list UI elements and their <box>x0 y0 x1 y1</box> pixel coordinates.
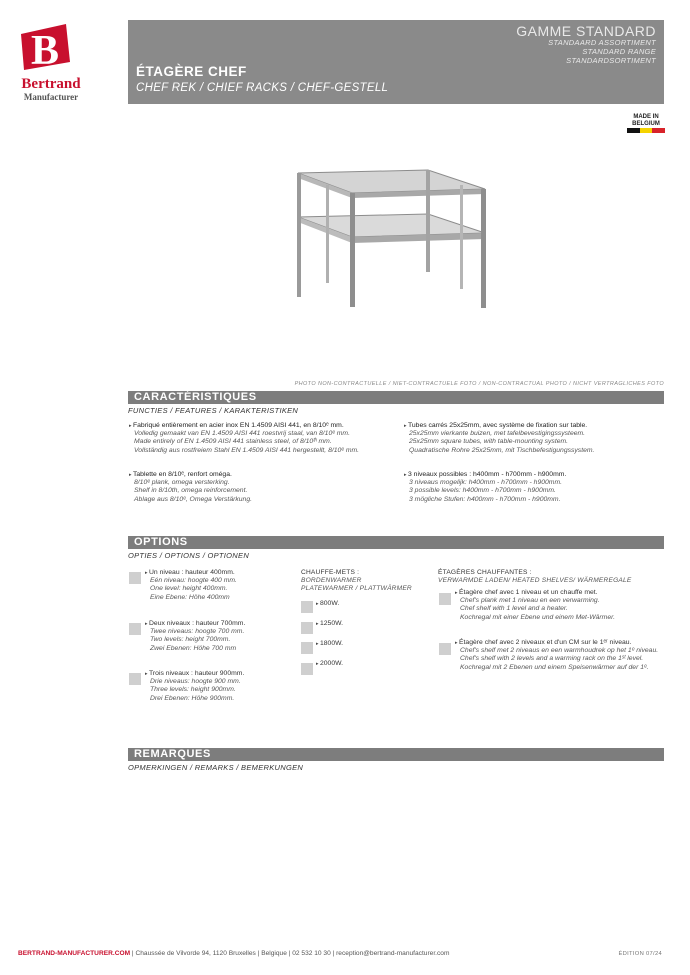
option-checkbox[interactable] <box>301 622 313 634</box>
footer-website-link[interactable]: BERTRAND-MANUFACTURER.COM <box>18 950 131 957</box>
warmer-option: ▸800W. <box>316 600 340 607</box>
warmer-option: ▸1250W. <box>316 620 344 627</box>
remarks-bar <box>128 748 664 761</box>
option-checkbox[interactable] <box>301 601 313 613</box>
option-checkbox[interactable] <box>129 673 141 685</box>
range-title: GAMME STANDARD <box>516 23 656 39</box>
edition-label: ÉDITION 07/24 <box>618 951 662 957</box>
option-level-1: ▸Un niveau : hauteur 400mm. Eén niveau: hoogte 400 mm. One level: height 400mm. Eine Ebene: Höhe 400mm <box>145 569 237 601</box>
feature-item: ▸Tubes carrés 25x25mm, avec système de fixation sur table. 25x25mm vierkante buizen, met tafelbevestigingssysteem. 25x25mm square tubes, with table-mounting system. Quadratische Rohre 25x25mm, mit Tischbefestigungssystem. <box>404 422 595 454</box>
range-block <box>516 24 656 65</box>
feature-item: ▸Fabriqué entièrement en acier inox EN 1.4509 AISI 441, en 8/10ᵉ mm. Volledig gemaakt van EN 1.4509 AISI 441 roestvrij staal, van 8/10ᵉ mm. Made entirely of EN 1.4509 AISI 441 stainless steel, of 8/10ᵗʰ mm. Vollständig aus rostfreiem Stahl EN 1.4509 AISI 441 hergestellt, 8/10ᵉ mm. <box>129 422 360 454</box>
remarks-subtitle: OPMERKINGEN / REMARKS / BEMERKUNGEN <box>128 763 304 772</box>
option-checkbox[interactable] <box>439 593 451 605</box>
characteristics-bar <box>128 391 664 404</box>
option-checkbox[interactable] <box>129 623 141 635</box>
footer-address: | Chaussée de Vilvorde 94, 1120 Bruxelles | Belgique | 02 532 10 30 | reception@bertrand-manufacturer.com <box>130 950 450 957</box>
heated-option-1: ▸Étagère chef avec 1 niveau et un chauffe met. Chef's plank met 1 niveau en een verwarming. Chef shelf with 1 level and a heater. Kochregal mit einer Ebene und einem Met-Wärmer. <box>455 589 616 621</box>
option-checkbox[interactable] <box>301 642 313 654</box>
bertrand-logo <box>18 22 84 112</box>
range-tr-de: STANDARDSORTIMENT <box>566 56 656 65</box>
logo-name: Bertrand <box>21 76 81 92</box>
option-checkbox[interactable] <box>439 643 451 655</box>
heated-heading: ÉTAGÈRES CHAUFFANTES : VERWARMDE LADEN/ HEATED SHELVES/ WÄRMEREGALE <box>438 569 632 585</box>
header-band <box>128 20 664 104</box>
made-in-line2: BELGIUM <box>632 120 660 127</box>
option-level-2: ▸Deux niveaux : hauteur 700mm. Twee niveaus: hoogte 700 mm. Two levels: height 700mm. Zwei Ebenen: Höhe 700 mm <box>145 620 246 652</box>
logo-letter: B <box>30 28 60 74</box>
photo-disclaimer: PHOTO NON-CONTRACTUELLE / NIET-CONTRACTUELE FOTO / NON-CONTRACTUAL PHOTO / NICHT VERTRAGLICHES FOTO <box>294 381 664 387</box>
made-in-line1: MADE IN <box>633 114 659 120</box>
page-subtitle: CHEF REK / CHIEF RACKS / CHEF-GESTELL <box>136 82 389 94</box>
belgian-flag-icon <box>627 128 665 133</box>
options-title: OPTIONS <box>134 536 188 548</box>
logo-sub: Manufacturer <box>23 92 79 102</box>
remarks-title: REMARQUES <box>134 748 211 760</box>
warmer-option: ▸2000W. <box>316 660 344 667</box>
range-tr-nl: STANDAARD ASSORTIMENT <box>548 38 656 47</box>
options-subtitle: OPTIES / OPTIONS / OPTIONEN <box>128 551 250 560</box>
option-level-3: ▸Trois niveaux : hauteur 900mm. Drie niveaus: hoogte 900 mm. Three levels: height 900mm. Drei Ebenen: Höhe 900mm. <box>145 670 245 702</box>
product-image <box>290 165 490 330</box>
footer <box>18 950 449 957</box>
feature-item: ▸3 niveaux possibles : h400mm - h700mm - h900mm. 3 niveaus mogelijk: h400mm - h700mm - h900mm. 3 possible levels: h400mm - h700mm - h900mm. 3 mögliche Stufen: h400mm - h700mm - h900mm. <box>404 471 567 503</box>
made-in-belgium-badge <box>627 114 665 136</box>
page-title: ÉTAGÈRE CHEF <box>136 64 247 79</box>
warmer-option: ▸1800W. <box>316 640 344 647</box>
characteristics-subtitle: FUNCTIES / FEATURES / KARAKTERISTIKEN <box>128 406 299 415</box>
options-bar <box>128 536 664 549</box>
option-checkbox[interactable] <box>129 572 141 584</box>
heated-option-2: ▸Étagère chef avec 2 niveaux et d'un CM sur le 1ᵉʳ niveau. Chef's shelf met 2 niveaus en een warmhoudrek op het 1ᵉ niveau. Chef's shelf with 2 levels and a warming rack on the 1ˢᵗ level. Kochregal mit 2 Ebenen und einem Speisenwärmer auf der 1ᵉ. <box>455 639 659 671</box>
feature-item: ▸Tablette en 8/10ᵉ, renfort oméga. 8/10ᵉ plank, omega versterking. Shelf in 8/10th, omega reinforcement. Ablage aus 8/10ᵉ, Omega Verstärkung. <box>129 471 252 503</box>
characteristics-title: CARACTÉRISTIQUES <box>134 391 257 403</box>
range-tr-en: STANDARD RANGE <box>582 47 656 56</box>
warmer-heading: CHAUFFE-METS : BORDENWARMER PLATEWARMER / PLATTWÄRMER <box>301 569 412 593</box>
option-checkbox[interactable] <box>301 663 313 675</box>
